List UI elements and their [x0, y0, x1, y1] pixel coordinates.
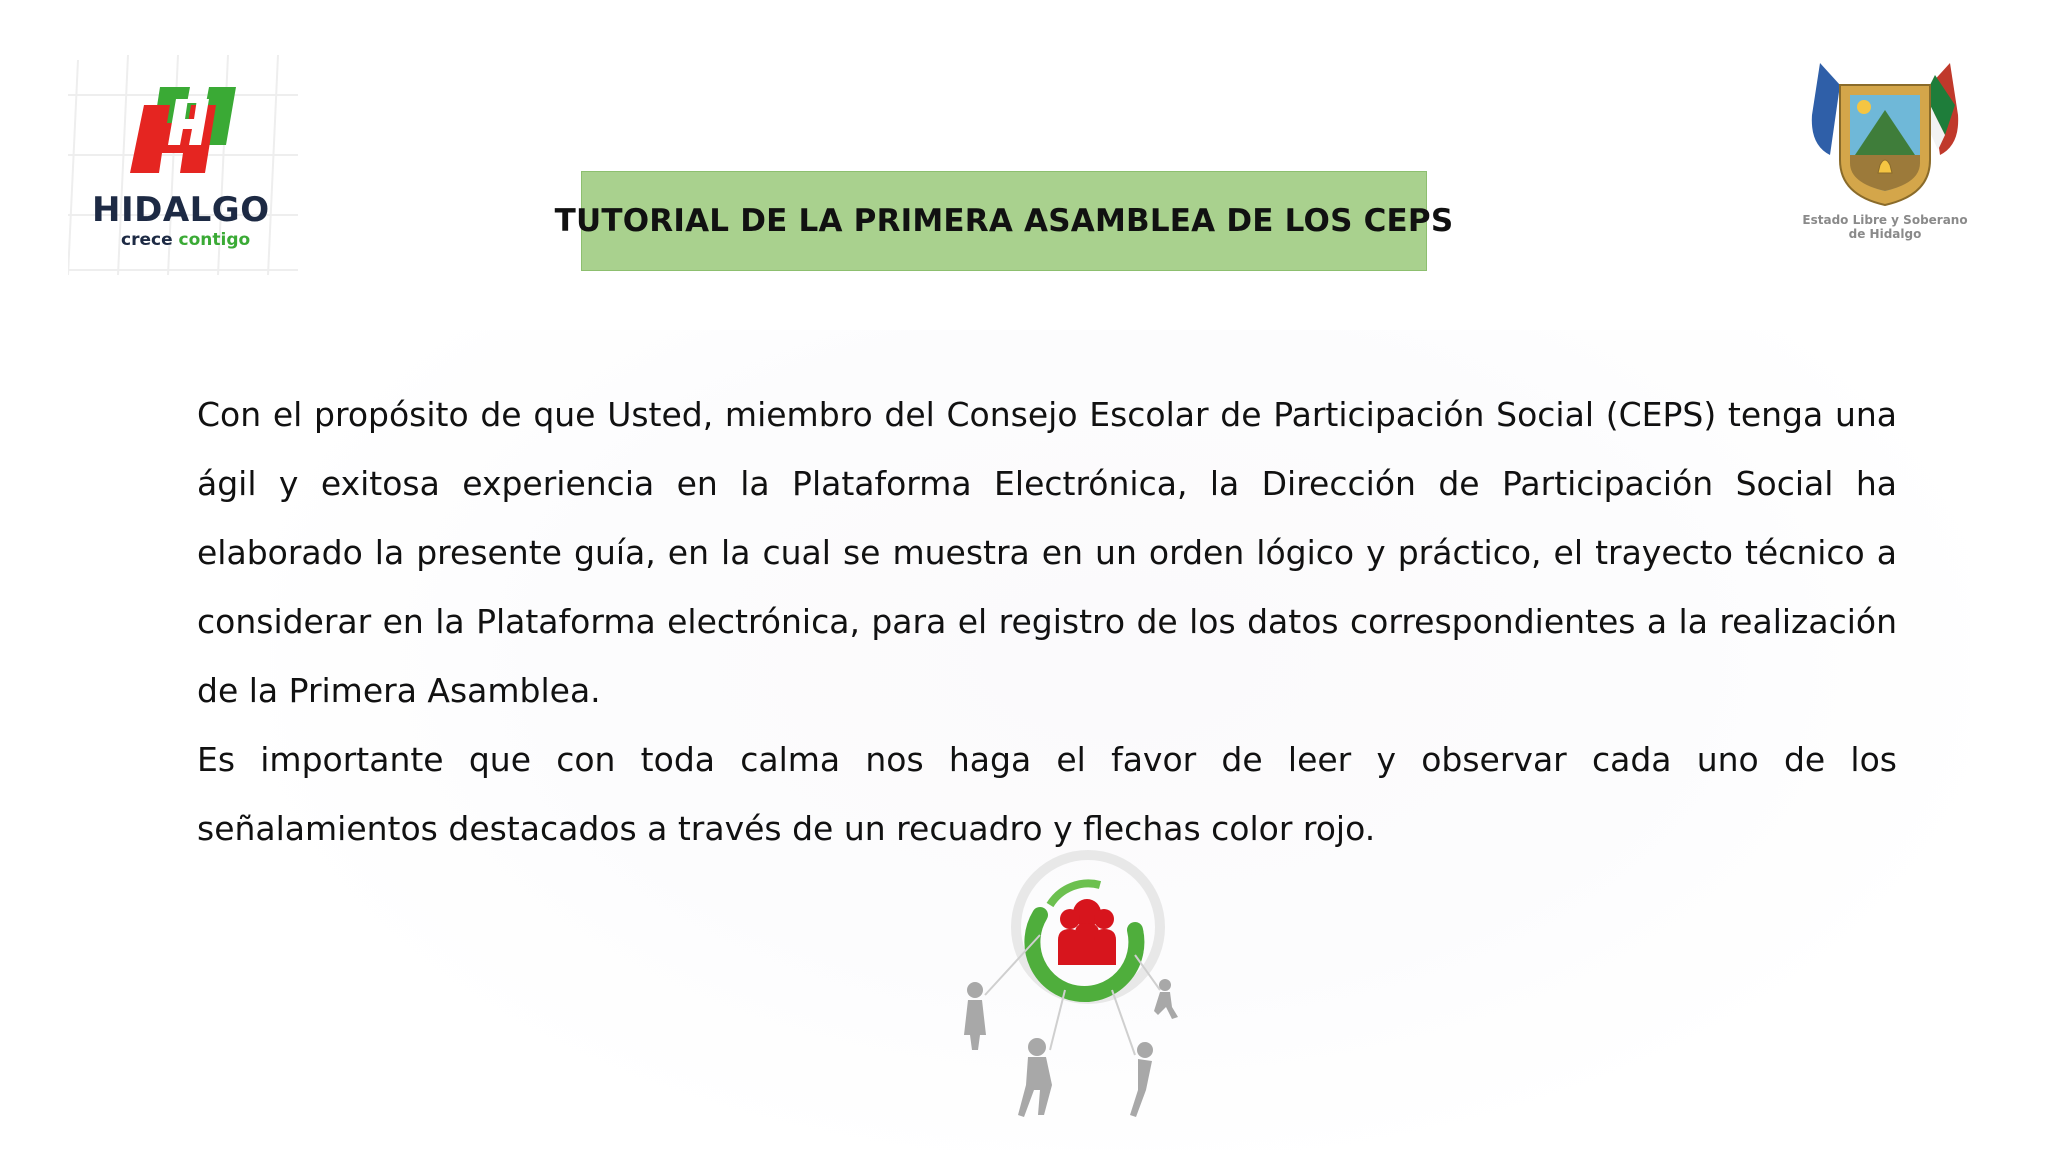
coat-caption-line2: de Hidalgo: [1848, 227, 1922, 241]
brand-tagline: [121, 230, 250, 250]
page-title: TUTORIAL DE LA PRIMERA ASAMBLEA DE LOS CEPS: [554, 203, 1454, 239]
paragraph-instructions: Es importante que con toda calma nos haga el favor de leer y observar cada uno de los señalamientos destacados a través de un recuadro y flechas color rojo.: [197, 740, 1897, 848]
paragraph-intro: Con el propósito de que Usted, miembro del Consejo Escolar de Participación Social (CEPS) tenga una ágil y exitosa experiencia en la Plataforma Electrónica, la Dirección de Participación Social ha elaborado la presente guía, en la cual se muestra en un orden lógico y práctico, el trayecto técnico a considerar en la Plataforma electrónica, para el registro de los datos correspondientes a la realización de la Primera Asamblea.: [197, 395, 1897, 710]
brand-name: HIDALGO: [92, 190, 270, 230]
coat-caption-line1: Estado Libre y Soberano: [1802, 213, 1968, 227]
hidalgo-logo: [68, 55, 298, 280]
tagline-part1: crece: [121, 230, 173, 250]
coat-caption: [1800, 213, 1970, 241]
title-banner: [554, 171, 1454, 271]
body-text: [197, 380, 1897, 863]
participation-emblem-icon: [940, 835, 1200, 1125]
coat-of-arms-icon: [1800, 55, 1970, 215]
coat-of-arms: [1800, 55, 1970, 255]
hidalgo-h-icon: [130, 87, 236, 177]
tagline-part2: contigo: [178, 230, 251, 250]
